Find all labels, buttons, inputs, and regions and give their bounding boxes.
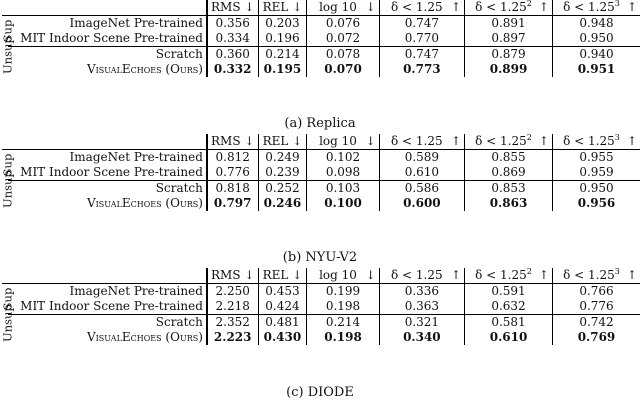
method-cell: VisualEchoes (Ours)	[86, 196, 203, 210]
value-cell: 0.102	[307, 150, 379, 166]
value-cell: 0.249	[258, 150, 307, 166]
table-row	[2, 196, 640, 211]
value-cell: 0.356	[207, 16, 258, 32]
value-cell: 0.955	[552, 150, 640, 166]
value-cell: 0.812	[207, 150, 258, 166]
method-cell: MIT Indoor Scene Pre-trained	[8, 31, 207, 47]
table-row	[2, 299, 640, 315]
header-rms: RMS ↓	[207, 0, 258, 16]
method-cell: Scratch	[155, 315, 203, 329]
value-cell: 0.214	[258, 47, 307, 63]
group-label-unsup: Unsup	[0, 169, 15, 208]
value-cell: 0.076	[307, 16, 379, 32]
value-cell: 0.430	[258, 330, 307, 345]
table-row	[2, 165, 640, 181]
value-cell: 0.853	[465, 181, 553, 197]
value-cell: 0.610	[465, 330, 553, 345]
value-cell: 0.610	[379, 165, 464, 181]
value-cell: 2.250	[207, 284, 258, 300]
value-cell: 0.632	[465, 299, 553, 315]
value-cell: 0.321	[379, 315, 464, 331]
group-label-sup: Sup	[0, 19, 15, 43]
table-row	[2, 47, 640, 63]
value-cell: 0.214	[307, 315, 379, 331]
table-replica	[0, 0, 640, 77]
table-diode	[0, 268, 640, 345]
header-row	[2, 134, 640, 150]
group-label-unsup: Unsup	[0, 303, 15, 342]
value-cell: 0.897	[465, 31, 553, 47]
value-cell: 0.581	[465, 315, 553, 331]
header-log10: log 10 ↓	[307, 268, 379, 284]
value-cell: 0.195	[258, 62, 307, 77]
table-row	[2, 31, 640, 47]
value-cell: 0.103	[307, 181, 379, 197]
header-rel: REL ↓	[258, 0, 307, 16]
table-row	[2, 330, 640, 345]
value-cell: 0.198	[307, 299, 379, 315]
header-rel: REL ↓	[258, 268, 307, 284]
value-cell: 0.940	[552, 47, 640, 63]
value-cell: 0.766	[552, 284, 640, 300]
value-cell: 0.951	[552, 62, 640, 77]
value-cell: 0.899	[465, 62, 553, 77]
value-cell: 0.078	[307, 47, 379, 63]
header-delta3: $\delta < 1.25^3$ ↑	[552, 268, 640, 284]
value-cell: 0.742	[552, 315, 640, 331]
value-cell: 0.855	[465, 150, 553, 166]
header-delta1: δ < 1.25 ↑	[379, 0, 464, 16]
table-row	[2, 315, 640, 331]
caption-replica: (a) Replica	[284, 116, 356, 131]
header-delta1: δ < 1.25 ↑	[379, 134, 464, 150]
value-cell: 0.100	[307, 196, 379, 211]
value-cell: 0.600	[379, 196, 464, 211]
value-cell: 0.360	[207, 47, 258, 63]
value-cell: 2.352	[207, 315, 258, 331]
table-row	[2, 62, 640, 77]
value-cell: 0.869	[465, 165, 553, 181]
value-cell: 2.218	[207, 299, 258, 315]
value-cell: 0.769	[552, 330, 640, 345]
value-cell: 0.863	[465, 196, 553, 211]
header-rel: REL ↓	[258, 134, 307, 150]
value-cell: 0.959	[552, 165, 640, 181]
value-cell: 0.340	[379, 330, 464, 345]
method-cell: Scratch	[155, 181, 203, 195]
header-delta1: δ < 1.25 ↑	[379, 268, 464, 284]
method-cell: Scratch	[155, 47, 203, 61]
method-cell: VisualEchoes (Ours)	[86, 62, 203, 76]
value-cell: 0.797	[207, 196, 258, 211]
method-cell: ImageNet Pre-trained	[69, 284, 203, 298]
header-rms: RMS ↓	[207, 134, 258, 150]
table-row	[2, 181, 640, 197]
value-cell: 0.199	[307, 284, 379, 300]
value-cell: 0.072	[307, 31, 379, 47]
header-rms: RMS ↓	[207, 268, 258, 284]
value-cell: 0.196	[258, 31, 307, 47]
value-cell: 0.879	[465, 47, 553, 63]
header-row	[2, 268, 640, 284]
table-row	[2, 16, 640, 32]
caption-nyu: (b) NYU-V2	[282, 250, 358, 265]
value-cell: 0.591	[465, 284, 553, 300]
caption-diode: (c) DIODE	[286, 385, 354, 400]
method-cell: VisualEchoes (Ours)	[86, 330, 203, 344]
value-cell: 0.424	[258, 299, 307, 315]
header-delta3: $\delta < 1.25^3$ ↑	[552, 0, 640, 16]
header-delta2: $\delta < 1.25^2$ ↑	[465, 134, 553, 150]
header-delta2: $\delta < 1.25^2$ ↑	[465, 268, 553, 284]
table-row	[2, 150, 640, 166]
method-cell: MIT Indoor Scene Pre-trained	[8, 299, 207, 315]
header-log10: log 10 ↓	[307, 134, 379, 150]
value-cell: 0.747	[379, 16, 464, 32]
method-cell: MIT Indoor Scene Pre-trained	[8, 165, 207, 181]
value-cell: 0.363	[379, 299, 464, 315]
value-cell: 0.336	[379, 284, 464, 300]
value-cell: 0.203	[258, 16, 307, 32]
header-delta2: $\delta < 1.25^2$ ↑	[465, 0, 553, 16]
value-cell: 0.776	[207, 165, 258, 181]
group-label-sup: Sup	[0, 287, 15, 311]
value-cell: 0.891	[465, 16, 553, 32]
value-cell: 0.818	[207, 181, 258, 197]
header-row	[2, 0, 640, 16]
value-cell: 0.246	[258, 196, 307, 211]
value-cell: 0.956	[552, 196, 640, 211]
value-cell: 0.481	[258, 315, 307, 331]
value-cell: 0.332	[207, 62, 258, 77]
value-cell: 0.586	[379, 181, 464, 197]
value-cell: 0.252	[258, 181, 307, 197]
table-row	[2, 284, 640, 300]
value-cell: 0.776	[552, 299, 640, 315]
header-log10: log 10 ↓	[307, 0, 379, 16]
value-cell: 0.773	[379, 62, 464, 77]
header-delta3: $\delta < 1.25^3$ ↑	[552, 134, 640, 150]
value-cell: 0.239	[258, 165, 307, 181]
method-cell: ImageNet Pre-trained	[69, 150, 203, 164]
group-label-unsup: Unsup	[0, 35, 15, 74]
value-cell: 0.198	[307, 330, 379, 345]
value-cell: 0.070	[307, 62, 379, 77]
value-cell: 0.948	[552, 16, 640, 32]
value-cell: 2.223	[207, 330, 258, 345]
group-label-sup: Sup	[0, 153, 15, 177]
value-cell: 0.453	[258, 284, 307, 300]
value-cell: 0.098	[307, 165, 379, 181]
value-cell: 0.747	[379, 47, 464, 63]
value-cell: 0.950	[552, 31, 640, 47]
value-cell: 0.589	[379, 150, 464, 166]
method-cell: ImageNet Pre-trained	[69, 16, 203, 30]
value-cell: 0.950	[552, 181, 640, 197]
value-cell: 0.770	[379, 31, 464, 47]
table-nyu	[0, 134, 640, 211]
value-cell: 0.334	[207, 31, 258, 47]
